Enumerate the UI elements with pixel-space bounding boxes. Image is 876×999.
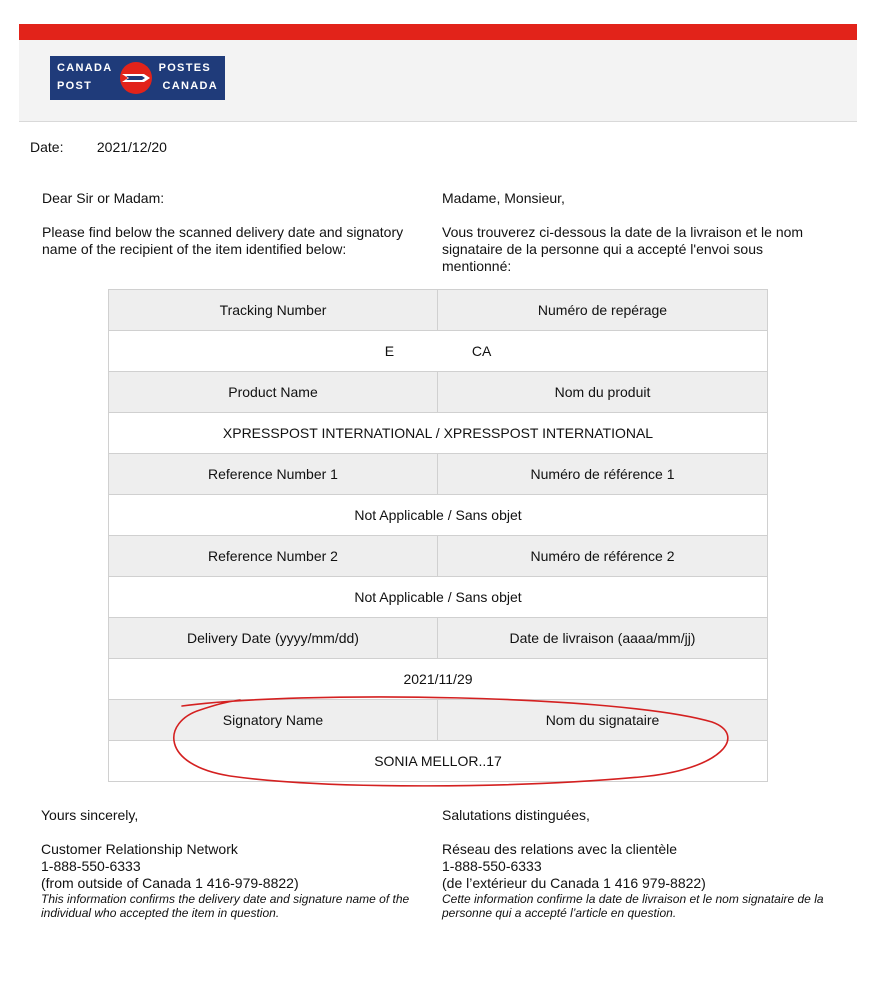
table-row [109,454,768,495]
logo-text-canada: CANADA [57,62,113,74]
greeting-fr: Madame, Monsieur, [442,190,565,206]
letter-date [30,139,167,155]
department-en: Customer Relationship Network [41,841,238,857]
red-banner [19,24,857,40]
closing-english [41,807,436,920]
signatory-name-value: SONIA MELLOR..17 [109,741,768,782]
salutation-fr: Salutations distinguées, [442,807,590,823]
intro-body-fr: Vous trouverez ci-dessous la date de la livraison et le nom signataire de la personne qui a accepté l'envoi sous mentionné: [442,224,804,274]
intro-english [42,190,442,258]
reference-2-label: Reference Number 2 [109,536,438,577]
product-name-label-fr: Nom du produit [438,372,768,413]
table-row [109,413,768,454]
reference-1-value: Not Applicable / Sans objet [109,495,768,536]
tracking-number-label-fr: Numéro de repérage [438,290,768,331]
signatory-name-label: Signatory Name [109,700,438,741]
eagle-emblem-icon [116,59,156,97]
intro-body-en: Please find below the scanned delivery date and signatory name of the recipient of the item identified below: [42,224,404,257]
greeting-en: Dear Sir or Madam: [42,190,165,206]
table-row [109,372,768,413]
delivery-details-table [108,289,768,782]
table-row [109,290,768,331]
logo-text-post: POST [57,80,93,92]
tracking-number-label: Tracking Number [109,290,438,331]
table-row [109,536,768,577]
delivery-date-label-fr: Date de livraison (aaaa/mm/jj) [438,618,768,659]
disclaimer-en: This information confirms the delivery date and signature name of the individual who accepted the item in question. [41,892,410,920]
reference-2-value: Not Applicable / Sans objet [109,577,768,618]
date-label: Date: [30,139,64,155]
phone-fr: 1-888-550-6333 [442,858,542,874]
table-row [109,577,768,618]
international-phone-en: (from outside of Canada 1 416-979-8822) [41,875,299,891]
signatory-name-label-fr: Nom du signataire [438,700,768,741]
international-phone-fr: (de l’extérieur du Canada 1 416 979-8822) [442,875,706,891]
reference-1-label-fr: Numéro de référence 1 [438,454,768,495]
delivery-date-value: 2021/11/29 [109,659,768,700]
logo-text-postes: POSTES [158,62,211,74]
table-row [109,331,768,372]
disclaimer-fr: Cette information confirme la date de livraison et le nom signataire de la personne qui a accepté l’article en question. [442,892,824,920]
salutation-en: Yours sincerely, [41,807,139,823]
letterhead [19,24,857,122]
reference-2-label-fr: Numéro de référence 2 [438,536,768,577]
closing-french [442,807,837,920]
reference-1-label: Reference Number 1 [109,454,438,495]
canada-post-logo [50,56,225,100]
table-row [109,618,768,659]
table-row [109,741,768,782]
product-name-label: Product Name [109,372,438,413]
intro-french [442,190,832,275]
department-fr: Réseau des relations avec la clientèle [442,841,678,857]
phone-en: 1-888-550-6333 [41,858,141,874]
date-value: 2021/12/20 [96,139,167,155]
table-row [109,659,768,700]
product-name-value: XPRESSPOST INTERNATIONAL / XPRESSPOST INTERNATIONAL [109,413,768,454]
table-row [109,700,768,741]
delivery-date-label: Delivery Date (yyyy/mm/dd) [109,618,438,659]
logo-text-canada-fr: CANADA [162,80,218,92]
tracking-number-value: E CA [109,331,768,372]
table-row [109,495,768,536]
